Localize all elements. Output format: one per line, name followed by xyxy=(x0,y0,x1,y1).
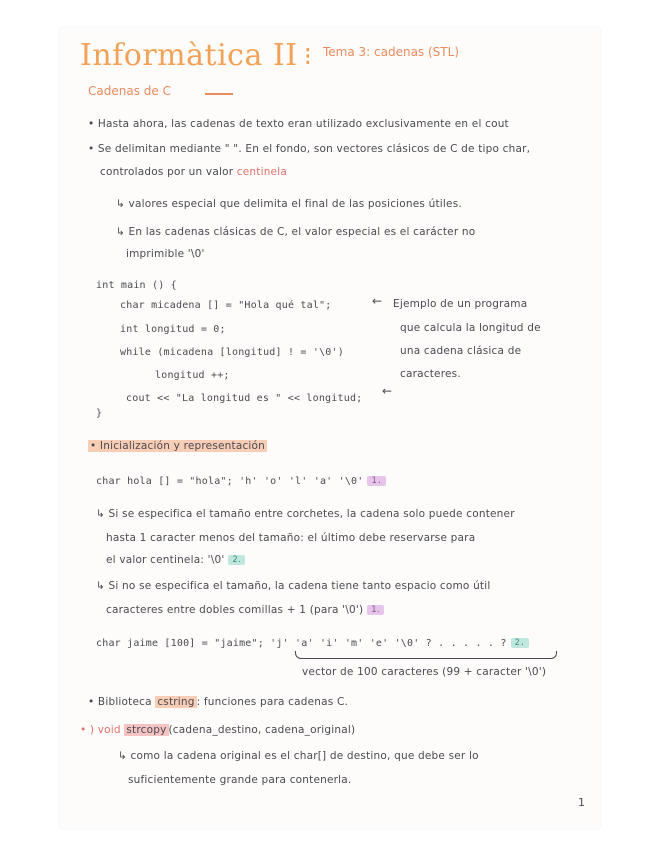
left-arrow-icon: ← xyxy=(372,294,383,308)
init-bullet-2b-text: caracteres entre dobles comillas + 1 (para '\0') xyxy=(106,604,364,616)
library-function xyxy=(80,724,355,736)
intro-sub-1: ↳ valores especial que delimita el final de las posiciones útiles. xyxy=(116,198,462,210)
library-heading-highlight: cstring xyxy=(157,696,195,708)
init-bullet-2a: ↳ Si no se especifica el tamaño, la cadena tiene tanto espacio como útil xyxy=(96,580,491,592)
code-line-4: while (micadena [longitud] ! = '\0') xyxy=(120,347,344,358)
intro-line-1: • Hasta ahora, las cadenas de texto eran utilizado exclusivamente en el cout xyxy=(88,118,509,130)
page-subtitle: Tema 3: cadenas (STL) xyxy=(323,45,459,59)
init-heading xyxy=(88,440,267,452)
init-jaime-text: char jaime [100] = "jaime"; 'j' 'a' 'i' 'm' 'e' '\0' ? . . . . . ? xyxy=(96,638,507,649)
init-bullet-1a: ↳ Si se especifica el tamaño entre corchetes, la cadena solo puede contener xyxy=(96,508,515,520)
heading-underline xyxy=(205,93,233,95)
page-title xyxy=(80,38,312,73)
init-heading-text: • Inicialización y representación xyxy=(90,440,266,452)
init-bullet-1c xyxy=(106,554,245,566)
code-line-6: cout << "La longitud es " << longitud; xyxy=(126,393,363,404)
library-heading-prefix: • Biblioteca xyxy=(88,696,152,708)
tag-3: 1. xyxy=(367,605,384,615)
page-number: 1 xyxy=(578,796,585,809)
intro-line-3-prefix: controlados por un valor xyxy=(100,166,234,178)
intro-sub-2a: ↳ En las cadenas clásicas de C, el valor especial es el carácter no xyxy=(116,226,476,238)
library-note-a: ↳ como la cadena original es el char[] de destino, que debe ser lo xyxy=(118,750,479,762)
tag-1: 1. xyxy=(367,476,386,486)
library-note-b: suficientemente grande para contenerla. xyxy=(128,774,352,786)
vector-brace xyxy=(295,651,557,659)
code-line-7: } xyxy=(96,408,103,419)
library-heading-suffix: : funciones para cadenas C. xyxy=(196,696,349,708)
init-bullet-1b: hasta 1 caracter menos del tamaño: el último debe reservarse para xyxy=(106,532,476,544)
init-bullet-1c-text: el valor centinela: '\0' xyxy=(106,554,225,566)
tag-4: 2. xyxy=(511,638,530,648)
code-line-1: int main () { xyxy=(96,280,177,291)
code-line-2: char micadena [] = "Hola qué tal"; xyxy=(120,300,332,311)
left-arrow-icon-2: ← xyxy=(382,384,393,398)
code-note-4: caracteres. xyxy=(400,368,461,380)
code-note-3: una cadena clásica de xyxy=(400,345,522,357)
title-text: Informàtica II xyxy=(80,38,298,73)
vector-note: vector de 100 caracteres (99 + caracter '\0') xyxy=(302,666,547,678)
intro-sub-2b: imprimible '\0' xyxy=(126,248,205,260)
init-jaime xyxy=(96,638,529,649)
intro-line-3-highlight: centinela xyxy=(236,166,287,178)
code-note-2: que calcula la longitud de xyxy=(400,322,541,334)
tag-2: 2. xyxy=(228,555,245,565)
intro-line-3 xyxy=(100,166,287,178)
section-heading: Cadenas de C xyxy=(88,84,171,98)
library-function-suffix: (cadena_destino, cadena_original) xyxy=(168,724,356,736)
init-bullet-2b xyxy=(106,604,384,616)
library-function-prefix: • ) void xyxy=(80,724,121,736)
code-line-5: longitud ++; xyxy=(155,370,230,381)
init-decl-text: char hola [] = "hola"; 'h' 'o' 'l' 'a' '\0' xyxy=(96,476,364,487)
library-function-highlight: strcopy xyxy=(126,724,167,736)
init-decl xyxy=(96,476,386,487)
intro-line-2: • Se delimitan mediante " ". En el fondo, son vectores clásicos de C de tipo char, xyxy=(88,143,531,155)
code-note-1: Ejemplo de un programa xyxy=(393,298,528,310)
library-heading xyxy=(88,696,348,708)
title-separator: ⁝ xyxy=(303,42,313,72)
code-line-3: int longitud = 0; xyxy=(120,324,226,335)
